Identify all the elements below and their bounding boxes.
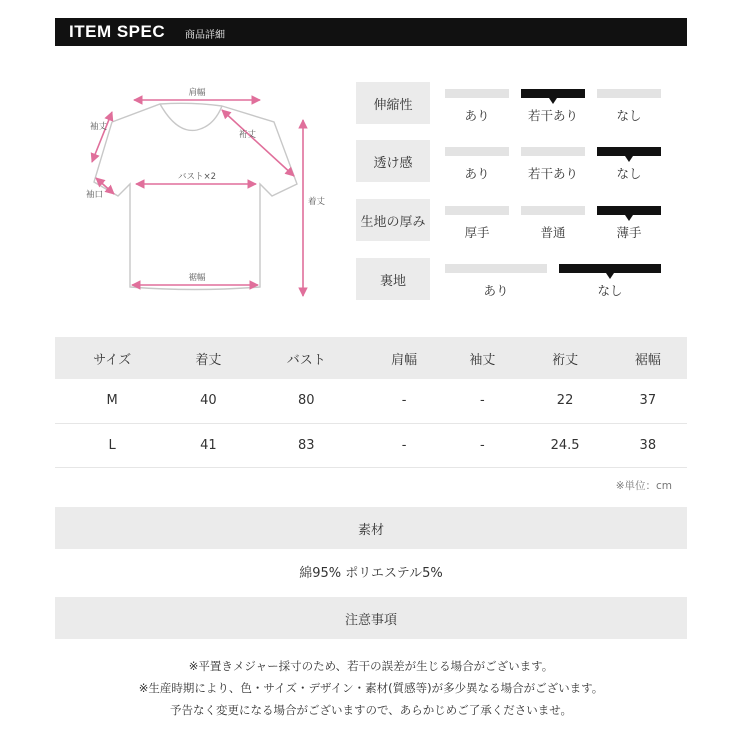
feel-option: 普通 [540,225,566,240]
header-title: ITEM SPEC [69,22,166,41]
col-length: 着丈 [169,337,247,379]
feel-bar [445,206,509,215]
table-cell: 37 [609,379,687,423]
feel-option: 若干あり [527,166,578,181]
col-hem: 裾幅 [609,337,687,379]
feel-bar [521,206,585,215]
size-table [55,337,687,468]
table-cell: - [443,379,521,423]
caution-line: ※平置きメジャー採寸のため、若干の誤差が生じる場合がございます。 [188,659,554,673]
tshirt-outline [94,103,297,289]
table-cell: 24.5 [522,423,609,467]
sleeve-label: 袖丈 [90,122,108,132]
feel-bar [597,89,661,98]
table-cell: - [443,423,521,467]
material-value: 綿95% ポリエステル5% [299,566,443,581]
feel-option: 薄手 [616,225,642,240]
shoulder-label: 肩幅 [188,88,206,98]
cuff-label: 袖口 [86,190,104,200]
feel-bar [445,89,509,98]
caution-notes [55,655,687,721]
yuki-arrow [222,110,294,176]
caution-heading: 注意事項 [55,597,687,639]
feel-label-stretch: 伸縮性 [356,82,430,124]
material-heading: 素材 [55,507,687,549]
col-bust: バスト [248,337,365,379]
feel-option: なし [616,108,642,123]
unit-note: ※単位：cm [615,480,672,492]
feel-bar-selected [559,264,661,273]
caution-line: ※生産時期により、色・サイズ・デザイン・素材(質感等)が多少異なる場合がございます。 [138,681,604,695]
length-label: 着丈 [308,197,326,207]
hem-label: 裾幅 [188,273,206,283]
feel-label-thickness: 生地の厚み [356,199,430,241]
feel-option: なし [597,283,623,298]
feel-option: なし [616,166,642,181]
neckline [160,104,222,130]
header-subtitle: 商品詳細 [185,30,225,41]
bust-label: バスト×2 [177,172,217,182]
table-row [55,379,687,423]
table-cell: M [55,379,169,423]
table-cell: 83 [248,423,365,467]
feel-label-lining: 裏地 [356,258,430,300]
table-cell: 40 [169,379,247,423]
feel-bar [445,264,547,273]
table-cell: 38 [609,423,687,467]
table-cell: - [365,423,443,467]
caution-line: 予告なく変更になる場合がございますので、あらかじめご了承くださいませ。 [170,703,572,717]
size-table-header [55,337,687,379]
col-size: サイズ [55,337,169,379]
feel-bar-selected [597,147,661,156]
table-cell: 22 [522,379,609,423]
feel-option: あり [464,108,490,123]
col-sleeve: 袖丈 [443,337,521,379]
feel-label-sheerness: 透け感 [356,140,430,182]
table-row [55,423,687,467]
col-shoulder: 肩幅 [365,337,443,379]
table-cell: L [55,423,169,467]
yuki-label: 裄丈 [239,130,257,140]
feel-option: 若干あり [527,108,578,123]
feel-option: あり [464,166,490,181]
feel-bar-selected [597,206,661,215]
item-spec-header [55,18,687,46]
table-cell: 41 [169,423,247,467]
feel-option: 厚手 [464,225,490,240]
feel-option: あり [483,283,509,298]
feel-bar [521,147,585,156]
feel-bar-selected [521,89,585,98]
col-yuki: 裄丈 [522,337,609,379]
table-cell: - [365,379,443,423]
garment-diagram [82,82,342,307]
table-cell: 80 [248,379,365,423]
feel-bar [445,147,509,156]
